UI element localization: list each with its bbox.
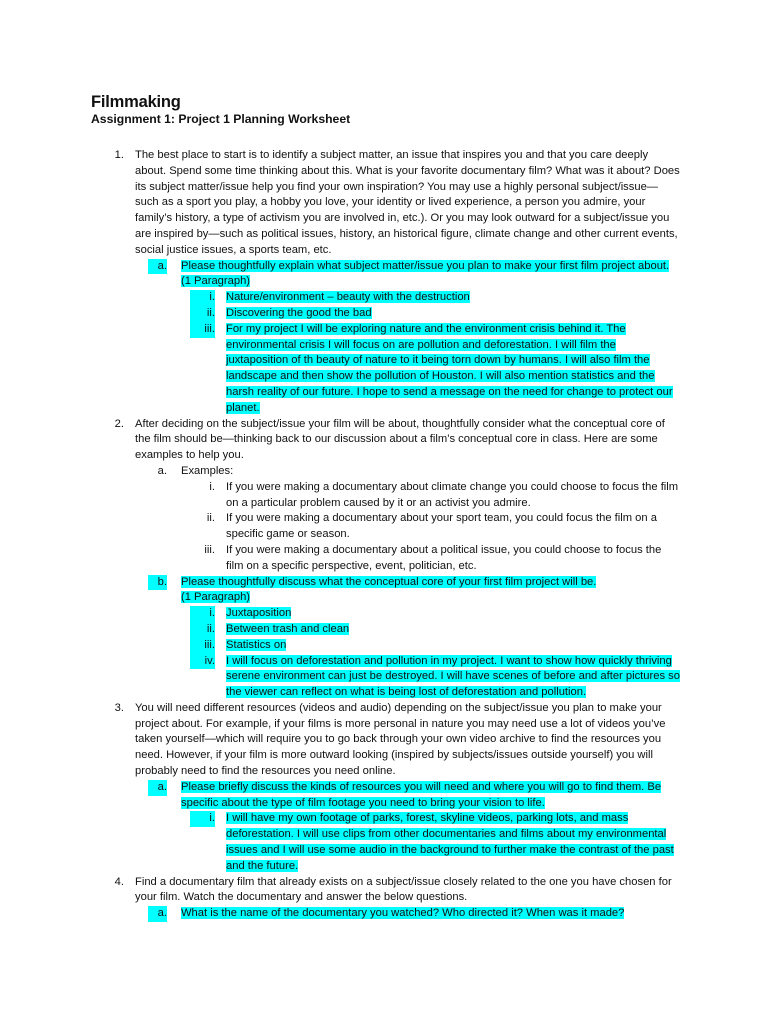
question-text: After deciding on the subject/issue your film will be about, thoughtfully consider what the conceptual core of the film should be—thinking back to our discussion about a film’s conceptual core in class. Here are some examples to help you. xyxy=(135,417,665,462)
example-text: If you were making a documentary about your sport team, you could focus the film on a specific game or season. xyxy=(226,512,657,541)
answer-text: Juxtaposition xyxy=(226,607,292,620)
example-2a-ii xyxy=(0,511,768,543)
subquestion-text: What is the name of the documentary you watched? Who directed it? When was it made? xyxy=(181,907,625,920)
question-4a xyxy=(0,906,768,922)
subquestion-text: Please briefly discuss the kinds of resources you will need and where you will go to find them. Be specific about the type of film footage you need to bring your vision to life. xyxy=(181,780,662,809)
document-subtitle: Assignment 1: Project 1 Planning Worksheet xyxy=(91,112,351,126)
answer-1a-iii xyxy=(0,322,768,417)
answer-marker: ii. xyxy=(190,306,215,322)
example-text: If you were making a documentary about a political issue, you could choose to focus the film on a specific perspective, event, politician, etc. xyxy=(226,543,662,572)
example-marker: iii. xyxy=(204,543,215,556)
answer-marker: iii. xyxy=(190,638,215,654)
answer-marker: i. xyxy=(190,606,215,622)
question-text: Find a documentary film that already exists on a subject/issue closely related to the one you have chosen for your film. Watch the documentary and answer the below questions. xyxy=(135,875,672,904)
answer-3a-i xyxy=(0,811,768,874)
example-2a-i xyxy=(0,480,768,512)
subquestion-marker: a. xyxy=(148,780,167,796)
answer-2b-iv xyxy=(0,654,768,701)
answer-2b-iii xyxy=(0,638,768,654)
subquestion-text: Examples: xyxy=(181,464,234,477)
answer-text: For my project I will be exploring nature and the environment crisis behind it. The environmental crisis I will focus on are pollution and deforestation. I will film the juxtaposition of th beauty of nature to it being torn down by humans. I will also film the landscape and then show the pollution of Houston. I will also mention statistics and the harsh reality of our future. I hope to send a message on the need for change to protect our planet. xyxy=(226,322,673,414)
answer-text: Between trash and clean xyxy=(226,622,350,635)
question-2b xyxy=(0,575,768,607)
question-marker: 2. xyxy=(114,417,124,430)
answer-2b-ii xyxy=(0,622,768,638)
question-3 xyxy=(0,701,768,780)
subquestion-marker: b. xyxy=(148,575,167,591)
answer-marker: ii. xyxy=(190,622,215,638)
question-2a xyxy=(0,464,768,480)
answer-marker: i. xyxy=(190,811,215,827)
answer-1a-i xyxy=(0,290,768,306)
question-marker: 1. xyxy=(114,149,124,161)
answer-text: I will have my own footage of parks, forest, skyline videos, parking lots, and mass deforestation. I will use clips from other documentaries and films about my environmental issues and I will use some audio in the background to further make the contrast of the past and the future. xyxy=(226,812,674,872)
question-1a xyxy=(0,259,768,291)
answer-1a-ii xyxy=(0,306,768,322)
answer-2b-i xyxy=(0,606,768,622)
question-3a xyxy=(0,780,768,812)
document-title: Filmmaking xyxy=(91,93,181,111)
question-marker: 3. xyxy=(114,701,124,714)
answer-marker: i. xyxy=(190,290,215,306)
question-marker: 4. xyxy=(114,875,124,888)
subquestion-text: Please thoughtfully explain what subject matter/issue you plan to make your first film project about. (1 Paragraph) xyxy=(181,259,670,288)
subquestion-text: Please thoughtfully discuss what the conceptual core of your first film project will be. xyxy=(181,575,597,588)
question-text: The best place to start is to identify a subject matter, an issue that inspires you and that you care deeply about. Spend some time thinking about this. What is your favorite documentary film? What was it about? Does its subject matter/issue help you find your own inspiration? You may use a highly personal subject/issue—such as a sport you play, a hobby you love, your identity or lived experience, a person you admire, your family’s history, a type of activism you are involved in, etc.). Or you may look outward for a subject/issue you are inspired by—such as political issues, history, an historical figure, climate change and other current events, social justice issues, a sports team, etc. xyxy=(135,149,680,256)
answer-text: Nature/environment – beauty with the destruction xyxy=(226,291,470,304)
answer-marker: iii. xyxy=(190,322,215,338)
subquestion-marker: a. xyxy=(148,906,167,922)
answer-text: I will focus on deforestation and pollution in my project. I want to show how quickly thriving serene environment can just be destroyed. I will have scenes of before and after pictures so the viewer can reflect on what is being lost of deforestation and pollution. xyxy=(226,654,680,699)
question-text: You will need different resources (videos and audio) depending on the subject/issue you plan to make your project about. For example, if your films is more personal in nature you may need use a lot of videos you’ve taken yourself—which will require you to go back through your own video archive to find the resources you need. However, if your film is more outward looking (inspired by subjects/issues outside yourself) you will probably need to find the resources you need online. xyxy=(135,701,666,778)
subquestion-note: (1 Paragraph) xyxy=(181,591,251,604)
answer-text: Statistics on xyxy=(226,638,287,651)
answer-text: Discovering the good the bad xyxy=(226,306,372,319)
question-list xyxy=(0,148,768,922)
subquestion-marker: a. xyxy=(157,464,167,477)
example-marker: i. xyxy=(209,480,215,493)
answer-marker: iv. xyxy=(190,654,215,670)
example-marker: ii. xyxy=(206,512,215,525)
example-2a-iii xyxy=(0,543,768,575)
question-1 xyxy=(0,148,768,259)
example-text: If you were making a documentary about climate change you could choose to focus the film on a particular problem caused by it or an activist you admire. xyxy=(226,480,679,509)
question-2 xyxy=(0,417,768,464)
question-4 xyxy=(0,875,768,907)
subquestion-marker: a. xyxy=(148,259,167,275)
